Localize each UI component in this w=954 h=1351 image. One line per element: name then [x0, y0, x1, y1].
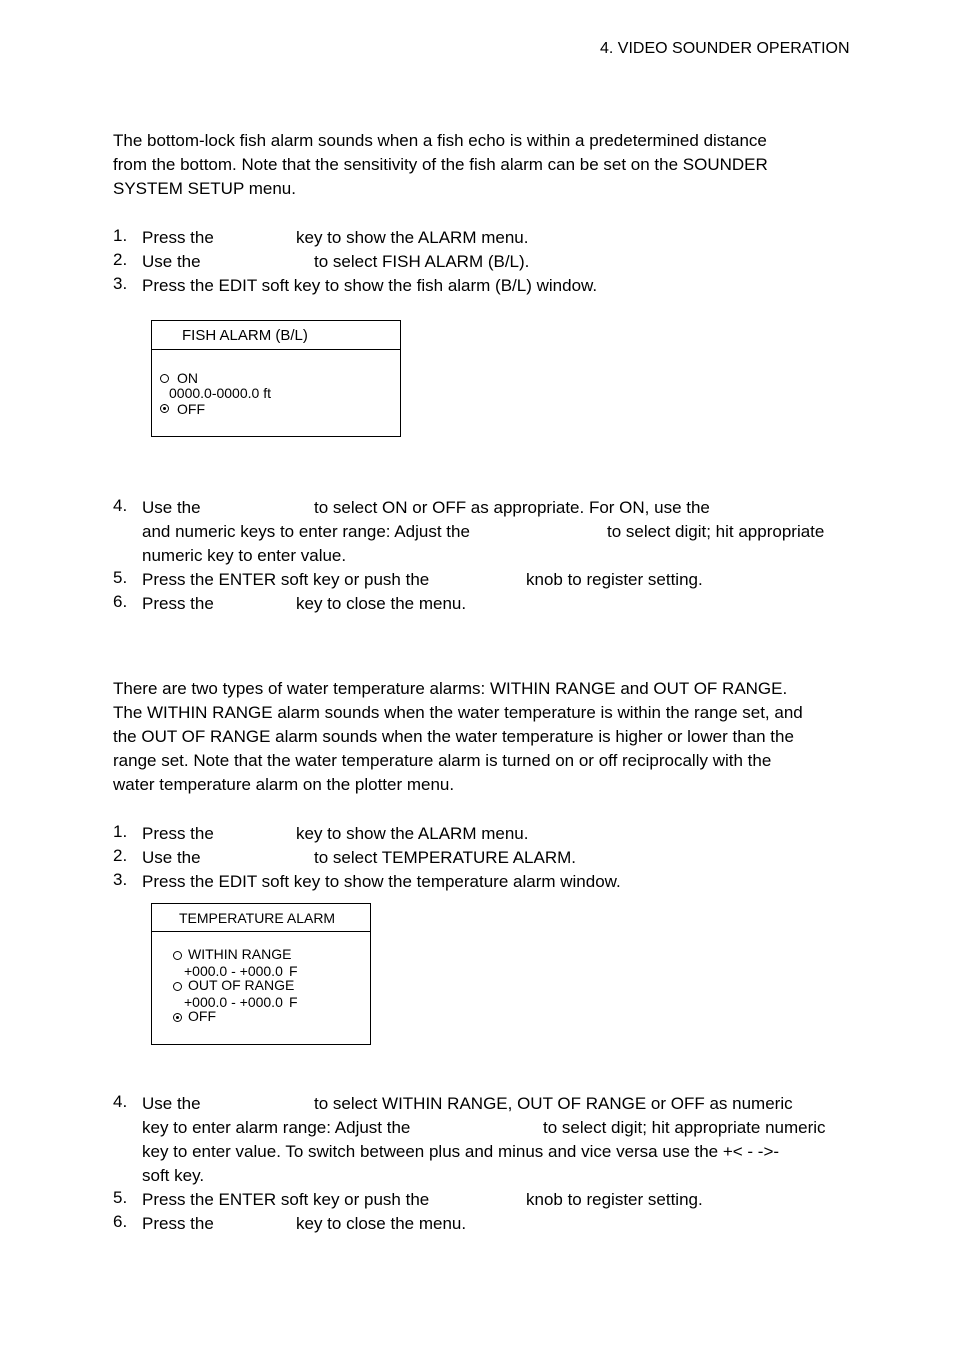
step-text: Use the [142, 498, 201, 517]
step-number: 5. [113, 568, 128, 587]
title-divider [152, 349, 400, 350]
paragraph-line: The WITHIN RANGE alarm sounds when the water temperature is within the range set, and [113, 703, 803, 722]
paragraph-line: the OUT OF RANGE alarm sounds when the water temperature is higher or lower than the [113, 727, 794, 746]
temperature-alarm-window [151, 903, 371, 1045]
radio-on[interactable] [160, 374, 169, 383]
step-text: to select ON or OFF as appropriate. For ON, use the [314, 498, 710, 517]
option-off-label: OFF [188, 1008, 216, 1024]
step-text: Press the [142, 228, 214, 247]
out-of-range-unit: F [289, 994, 298, 1010]
step-text: Press the [142, 824, 214, 843]
out-of-range-value: +000.0 - +000.0 [184, 994, 283, 1010]
radio-out-of-range[interactable] [173, 982, 182, 991]
paragraph-line: The bottom-lock fish alarm sounds when a fish echo is within a predetermined distance [113, 131, 767, 150]
radio-off-selected[interactable] [173, 1013, 182, 1022]
paragraph-line: There are two types of water temperature alarms: WITHIN RANGE and OUT OF RANGE. [113, 679, 788, 698]
step-number: 1. [113, 822, 128, 841]
radio-within-range[interactable] [173, 951, 182, 960]
step-text: key to show the ALARM menu. [296, 228, 529, 247]
step-text: Press the ENTER soft key or push the [142, 1190, 430, 1209]
step-text: Press the [142, 1214, 214, 1233]
step-text: to select TEMPERATURE ALARM. [314, 848, 576, 867]
paragraph-line: water temperature alarm on the plotter menu. [113, 775, 455, 794]
window-title: TEMPERATURE ALARM [179, 910, 336, 926]
step-text: key to enter value. To switch between plus and minus and vice versa use the +< - ->- [142, 1142, 780, 1161]
paragraph-line: range set. Note that the water temperature alarm is turned on or off reciprocally with the [113, 751, 772, 770]
paragraph-line: SYSTEM SETUP menu. [113, 179, 296, 198]
step-text: to select FISH ALARM (B/L). [314, 252, 530, 271]
step-text: Use the [142, 1094, 201, 1113]
step-text: Press the ENTER soft key or push the [142, 570, 430, 589]
step-text: Press the EDIT soft key to show the fish alarm (B/L) window. [142, 276, 598, 295]
option-out-of-range-label: OUT OF RANGE [188, 977, 295, 993]
range-value: 0000.0-0000.0 ft [169, 385, 271, 401]
step-number: 6. [113, 1212, 128, 1231]
radio-off-selected[interactable] [160, 404, 169, 413]
option-on-label: ON [177, 370, 198, 386]
step-text: to select digit; hit appropriate [607, 522, 825, 541]
title-divider [152, 931, 370, 932]
step-text: key to close the menu. [296, 594, 467, 613]
step-number: 4. [113, 496, 128, 515]
option-within-range-label: WITHIN RANGE [188, 946, 292, 962]
step-text: knob to register setting. [526, 1190, 703, 1209]
step-number: 2. [113, 250, 128, 269]
step-number: 1. [113, 226, 128, 245]
step-number: 6. [113, 592, 128, 611]
within-range-unit: F [289, 963, 298, 979]
step-number: 2. [113, 846, 128, 865]
step-number: 3. [113, 870, 128, 889]
step-text: to select digit; hit appropriate numeric [543, 1118, 826, 1137]
paragraph-line: from the bottom. Note that the sensitivity of the fish alarm can be set on the SOUNDER [113, 155, 768, 174]
step-text: Use the [142, 848, 201, 867]
step-text: Press the EDIT soft key to show the temperature alarm window. [142, 872, 621, 891]
step-text: key to close the menu. [296, 1214, 467, 1233]
step-text: numeric key to enter value. [142, 546, 347, 565]
step-number: 3. [113, 274, 128, 293]
step-number: 4. [113, 1092, 128, 1111]
step-text: Press the [142, 594, 214, 613]
step-text: to select WITHIN RANGE, OUT OF RANGE or OFF as numeric [314, 1094, 793, 1113]
step-text: soft key. [142, 1166, 205, 1185]
window-title: FISH ALARM (B/L) [182, 327, 308, 344]
step-text: and numeric keys to enter range: Adjust the [142, 522, 470, 541]
fish-alarm-window [151, 320, 401, 437]
page-header: 4. VIDEO SOUNDER OPERATION [600, 40, 850, 57]
step-text: knob to register setting. [526, 570, 703, 589]
step-text: key to show the ALARM menu. [296, 824, 529, 843]
step-number: 5. [113, 1188, 128, 1207]
within-range-value: +000.0 - +000.0 [184, 963, 283, 979]
step-text: key to enter alarm range: Adjust the [142, 1118, 411, 1137]
option-off-label: OFF [177, 401, 205, 417]
step-text: Use the [142, 252, 201, 271]
